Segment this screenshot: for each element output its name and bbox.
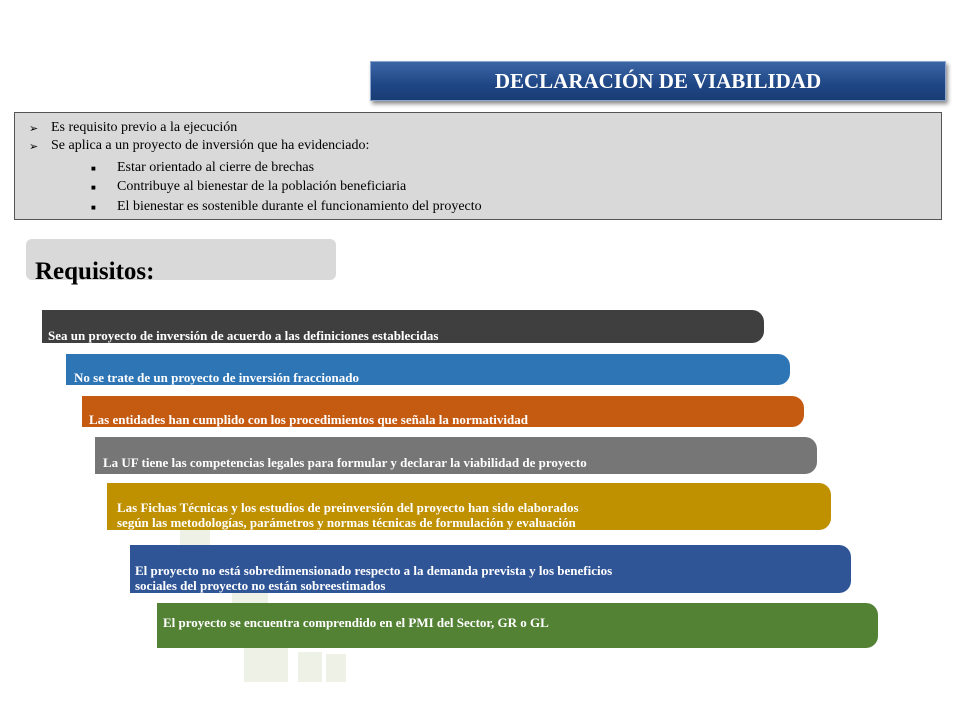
- intro-bullet: [29, 120, 237, 136]
- intro-sub-bullet: [91, 160, 314, 176]
- intro-box: [14, 112, 942, 220]
- requirement-text: según las metodologías, parámetros y normas técnicas de formulación y evaluación: [117, 515, 576, 530]
- requirement-text: El proyecto se encuentra comprendido en el PMI del Sector, GR o GL: [163, 615, 549, 630]
- intro-sub-bullet: [91, 199, 482, 215]
- arrow-bullet-icon: ➢: [29, 122, 39, 135]
- intro-bullet-text: Es requisito previo a la ejecución: [51, 120, 238, 135]
- requirement-band-3: [82, 396, 804, 427]
- requirement-text: Sea un proyecto de inversión de acuerdo a las definiciones establecidas: [48, 328, 439, 343]
- requirement-text: Las Fichas Técnicas y los estudios de preinversión del proyecto han sido elaborados: [117, 500, 579, 515]
- requirement-band-7: [157, 603, 878, 648]
- requisitos-heading: Requisitos:: [35, 258, 155, 285]
- intro-sub-bullet-text: El bienestar es sostenible durante el funcionamiento del proyecto: [117, 199, 482, 214]
- requirement-band-5: [107, 483, 831, 530]
- requirement-text: Las entidades han cumplido con los procedimientos que señala la normatividad: [89, 412, 528, 427]
- requirement-text: La UF tiene las competencias legales para formular y declarar la viabilidad de proyecto: [103, 455, 587, 470]
- square-bullet-icon: ■: [91, 163, 96, 173]
- square-bullet-icon: ■: [91, 182, 96, 192]
- intro-sub-bullet-text: Contribuye al bienestar de la población beneficiaria: [117, 179, 407, 194]
- slide-title: DECLARACIÓN DE VIABILIDAD: [370, 61, 946, 101]
- requirement-band-1: [42, 310, 764, 343]
- requirement-text: El proyecto no está sobredimensionado respecto a la demanda prevista y los beneficios: [135, 563, 613, 578]
- requirement-band-6: [130, 545, 851, 593]
- requirement-band-2: [66, 354, 790, 385]
- arrow-bullet-icon: ➢: [29, 140, 39, 153]
- requirement-text: sociales del proyecto no están sobreestimados: [135, 578, 386, 593]
- intro-sub-bullet-text: Estar orientado al cierre de brechas: [117, 160, 315, 175]
- decorative-block: [298, 652, 322, 682]
- requirement-text: No se trate de un proyecto de inversión fraccionado: [74, 370, 360, 385]
- square-bullet-icon: ■: [91, 202, 96, 212]
- decorative-block: [326, 654, 346, 682]
- intro-bullet: [29, 138, 369, 154]
- intro-bullet-text: Se aplica a un proyecto de inversión que ha evidenciado:: [51, 138, 370, 153]
- intro-sub-bullet: [91, 179, 406, 195]
- decorative-block: [244, 648, 288, 682]
- requirement-band-4: [95, 437, 817, 474]
